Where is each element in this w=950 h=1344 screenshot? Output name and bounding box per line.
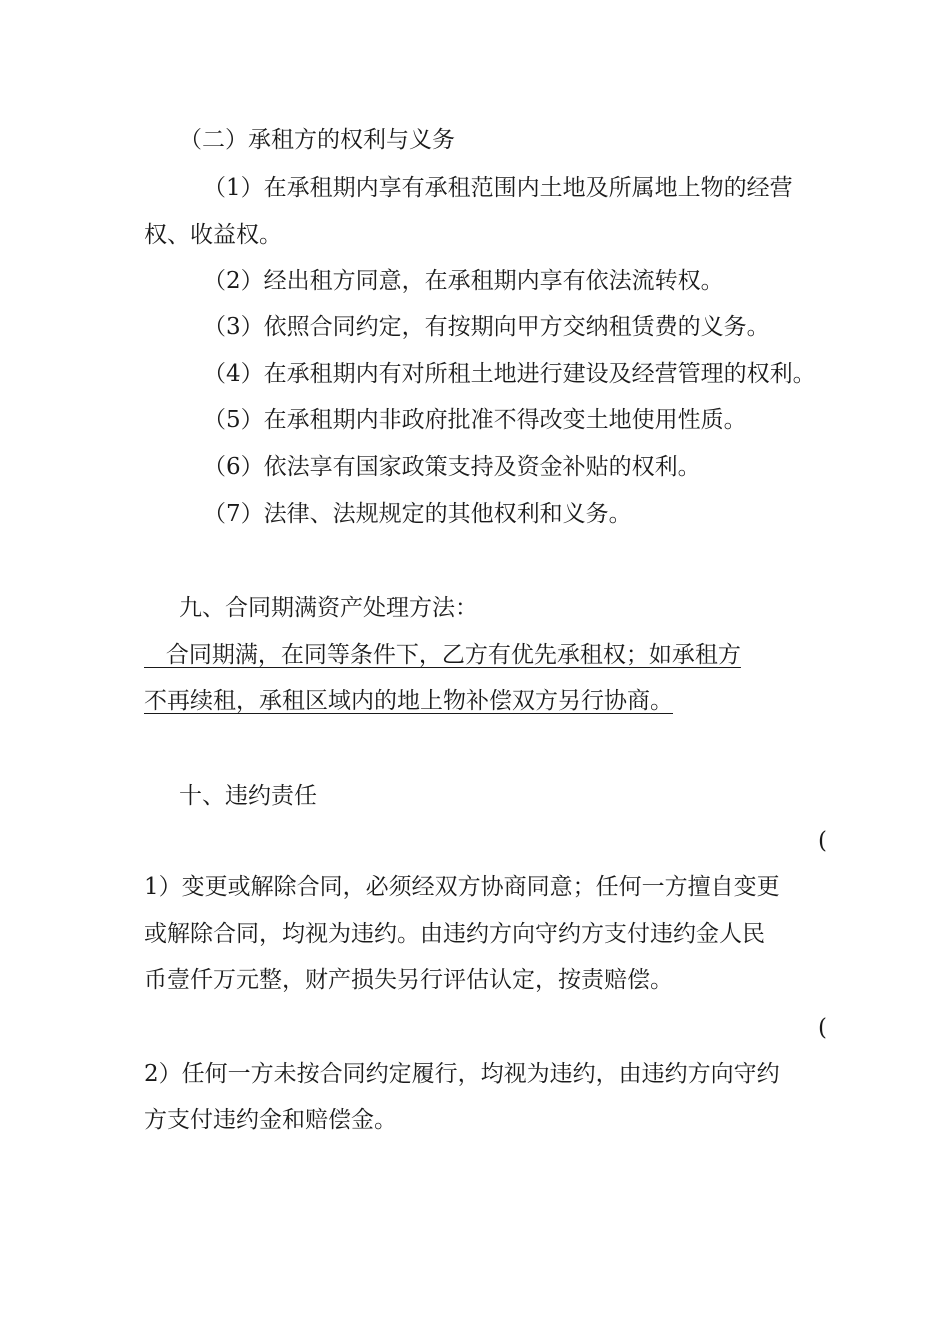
expiry-clause-line-2: 不再续租，承租区域内的地上物补偿双方另行协商。	[144, 688, 673, 714]
lessee-item-7: （7）法律、法规规定的其他权利和义务。	[203, 501, 632, 527]
lessee-item-1-line-2: 权、收益权。	[144, 222, 282, 248]
section-heading-expiry-assets: 九、合同期满资产处理方法：	[179, 595, 478, 621]
breach-clause-2-line-2: 方支付违约金和赔偿金。	[144, 1107, 397, 1133]
lessee-item-2: （2）经出租方同意，在承租期内享有依法流转权。	[203, 268, 724, 294]
breach-clause-1-line-2: 或解除合同，均视为违约。由违约方向守约方支付违约金人民	[144, 921, 765, 947]
breach-clause-1-line-3: 币壹仟万元整，财产损失另行评估认定，按责赔偿。	[144, 967, 673, 993]
section-heading-lessee-rights: （二）承租方的权利与义务	[179, 127, 455, 153]
lessee-item-3: （3）依照合同约定，有按期向甲方交纳租赁费的义务。	[203, 314, 770, 340]
lessee-item-6: （6）依法享有国家政策支持及资金补贴的权利。	[203, 454, 701, 480]
lessee-item-1-line-1: （1）在承租期内享有承租范围内土地及所属地上物的经营	[203, 175, 793, 201]
breach-clause-2-line-1: 2）任何一方未按合同约定履行，均视为违约，由违约方向守约	[144, 1061, 780, 1087]
open-paren-2: (	[818, 1015, 827, 1041]
lessee-item-5: （5）在承租期内非政府批准不得改变土地使用性质。	[203, 407, 747, 433]
lessee-item-4: （4）在承租期内有对所租土地进行建设及经营管理的权利。	[203, 361, 816, 387]
breach-clause-1-line-1: 1）变更或解除合同，必须经双方协商同意；任何一方擅自变更	[144, 874, 780, 900]
section-heading-breach-liability: 十、违约责任	[179, 783, 317, 809]
open-paren-1: (	[818, 828, 827, 854]
expiry-clause-line-1: 合同期满，在同等条件下，乙方有优先承租权；如承租方	[144, 642, 741, 668]
